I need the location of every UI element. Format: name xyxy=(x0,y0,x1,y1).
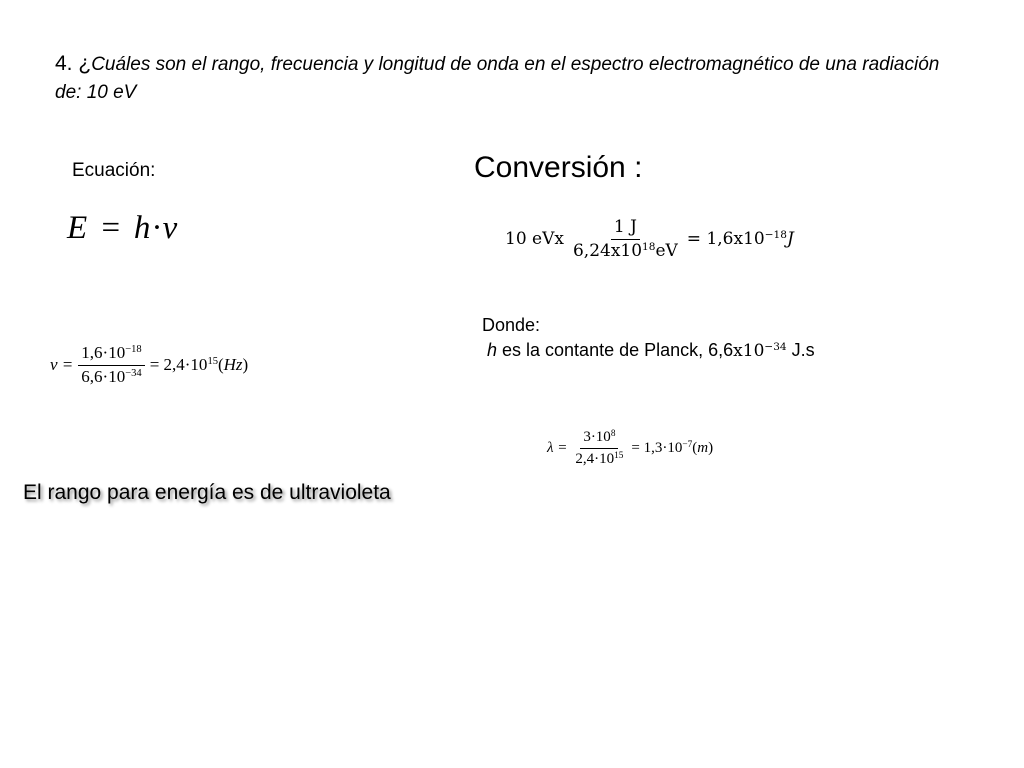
frequency-result-exp: 15 xyxy=(207,356,218,368)
conclusion-text: El rango para energía es de ultravioleta xyxy=(23,481,391,504)
frequency-numerator xyxy=(78,344,144,366)
wavelength-den-base: 2,4·10 xyxy=(575,450,615,467)
frequency-symbol: ν = xyxy=(50,355,74,375)
conversion-denominator xyxy=(570,240,681,261)
frequency-unit-open: ( xyxy=(217,355,224,375)
conversion-lhs: 10 eVx xyxy=(505,229,564,250)
question-number: 4. ¿ xyxy=(55,52,92,75)
wavelength-equation xyxy=(547,429,713,467)
conversion-den-exp: 18 xyxy=(642,240,656,253)
planck-value xyxy=(733,341,786,361)
wavelength-fraction xyxy=(572,429,626,467)
frequency-num-base: 1,6·10 xyxy=(81,343,126,362)
conversion-numerator: 1 J xyxy=(611,218,640,240)
conversion-rhs-base: = 1,6x10 xyxy=(686,229,765,250)
wavelength-num-exp: 8 xyxy=(610,428,616,439)
wavelength-denominator xyxy=(572,449,626,468)
wavelength-result xyxy=(631,440,713,457)
ecuacion-label: Ecuación: xyxy=(72,160,156,181)
planck-symbol: h xyxy=(487,340,498,360)
frequency-den-base: 6,6·10 xyxy=(81,366,126,386)
wavelength-result-base: = 1,3·10 xyxy=(631,439,683,456)
conversion-label: Conversión : xyxy=(474,151,643,184)
conversion-result xyxy=(687,229,794,249)
frequency-den-exp: −34 xyxy=(125,367,142,379)
frequency-result xyxy=(150,355,249,375)
wavelength-den-exp: 15 xyxy=(614,450,624,461)
donde-label: Donde: xyxy=(482,315,541,335)
frequency-unit-close: ) xyxy=(242,355,249,375)
frequency-num-exp: −18 xyxy=(125,344,142,356)
planck-value-exp: −34 xyxy=(764,341,787,354)
frequency-equation xyxy=(50,344,248,386)
wavelength-unit: m xyxy=(697,439,709,456)
frequency-fraction xyxy=(78,344,144,386)
planck-description xyxy=(487,340,815,361)
conversion-fraction xyxy=(570,218,681,260)
wavelength-numerator xyxy=(580,429,618,449)
planck-value-base: x10 xyxy=(733,341,765,361)
planck-unit: J.s xyxy=(786,340,815,360)
frequency-unit: Hz xyxy=(223,355,243,375)
conversion-rhs-exp: −18 xyxy=(764,229,787,242)
wavelength-unit-open: ( xyxy=(692,439,698,456)
wavelength-result-exp: −7 xyxy=(682,439,693,450)
frequency-denominator xyxy=(78,366,144,387)
wavelength-symbol: λ = xyxy=(547,439,568,456)
wavelength-num-base: 3·10 xyxy=(583,429,611,445)
conversion-equation xyxy=(505,218,794,260)
wavelength-unit-close: ) xyxy=(708,439,714,456)
frequency-result-base: = 2,4·10 xyxy=(149,355,208,375)
conversion-rhs-unit: J xyxy=(786,229,794,250)
energy-equation: E = h·ν xyxy=(67,210,180,246)
conversion-den-unit: eV xyxy=(655,240,678,261)
question-title xyxy=(55,50,955,107)
question-text: Cuáles son el rango, frecuencia y longitud de onda en el espectro electromagnético de una radiación de: 10 eV xyxy=(55,54,940,103)
conversion-den-base: 6,24x10 xyxy=(572,240,643,261)
planck-text: es la contante de Planck, 6,6 xyxy=(497,340,734,360)
